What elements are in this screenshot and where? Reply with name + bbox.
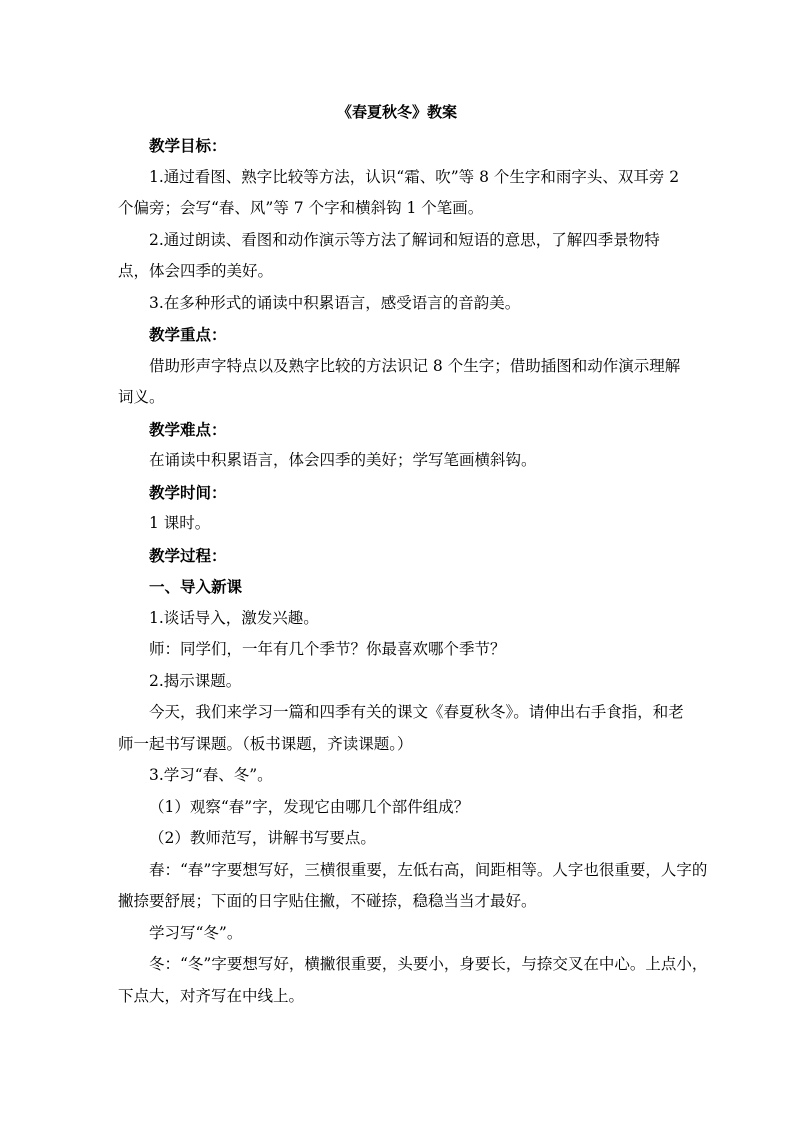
process-paragraph-5: 3.学习“春、冬”。 xyxy=(149,766,273,784)
subsection-heading-intro: 一、导入新课 xyxy=(149,577,243,596)
process-paragraph-10: 冬：“冬”字要想写好，横撇很重要，头要小，身要长，与捺交叉在中心。上点小，下点大，对齐写在中线上。 xyxy=(118,955,708,1005)
process-paragraph-7: （2）教师范写，讲解书写要点。 xyxy=(149,829,376,847)
process-paragraph-6: （1）观察“春”字，发现它由哪几个部件组成？ xyxy=(149,797,470,816)
process-paragraph-4: 今天，我们来学习一篇和四季有关的课文《春夏秋冬》。请伸出右手食指，和老师一起书写课题。（板书课题，齐读课题。） xyxy=(118,703,684,753)
time-paragraph: 1 课时。 xyxy=(149,514,211,532)
section-heading-key-points: 教学重点： xyxy=(149,325,227,344)
process-paragraph-8: 春：“春”字要想写好，三横很重要，左低右高，间距相等。人字也很重要，人字的撇捺要舒展；下面的日字贴住撇，不碰捺，稳稳当当才最好。 xyxy=(118,860,708,910)
process-paragraph-1: 1.谈话导入，激发兴趣。 xyxy=(149,608,319,627)
section-heading-process: 教学过程： xyxy=(149,545,227,565)
process-paragraph-9: 学习写“冬”。 xyxy=(149,923,243,942)
objective-paragraph-3: 3.在多种形式的诵读中积累语言，感受语言的音韵美。 xyxy=(149,293,521,312)
document-body xyxy=(118,130,708,1012)
process-paragraph-3: 2.揭示课题。 xyxy=(149,671,242,690)
objective-paragraph-2: 2.通过朗读、看图和动作演示等方法了解词和短语的意思，了解四季景物特点，体会四季的美好。 xyxy=(118,230,660,280)
section-heading-time: 教学时间： xyxy=(149,482,227,502)
section-heading-difficulties: 教学难点： xyxy=(149,419,227,439)
objective-paragraph-1: 1.通过看图、熟字比较等方法，认识“霜、吹”等 8 个生字和雨字头、双耳旁 2 个偏旁；会写“春、风”等 7 个字和横斜钩 1 个笔画。 xyxy=(118,167,680,217)
document-title: 《春夏秋冬》教案 xyxy=(336,103,457,121)
section-heading-objectives: 教学目标： xyxy=(149,136,227,155)
process-paragraph-2: 师：同学们，一年有几个季节？你最喜欢哪个季节？ xyxy=(149,640,506,658)
key-points-paragraph: 借助形声字特点以及熟字比较的方法识记 8 个生字；借助插图和动作演示理解词义。 xyxy=(118,356,681,406)
difficulties-paragraph: 在诵读中积累语言，体会四季的美好；学写笔画横斜钩。 xyxy=(149,451,537,469)
